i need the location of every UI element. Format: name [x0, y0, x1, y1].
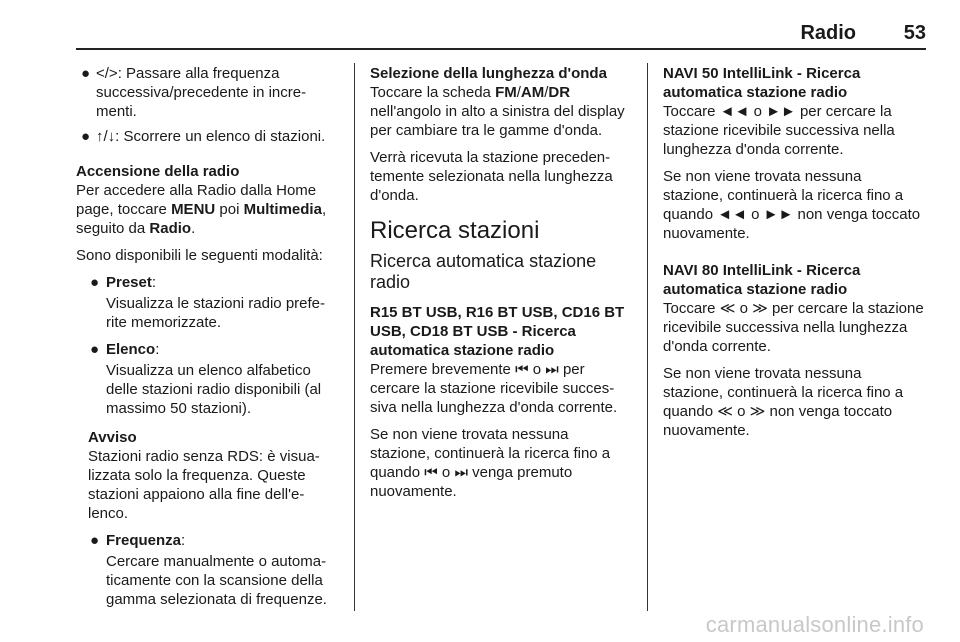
header-rule — [76, 48, 926, 50]
paragraph: Se non viene trovata nessuna stazione, continuerà la ricerca fino a quando ⏮ o ⏭ venga premuto nuovamente. — [370, 426, 611, 500]
page-number: 53 — [903, 22, 926, 44]
bullet-icon: ● — [90, 274, 100, 291]
notice-text: Stazioni radio senza RDS: è visua-lizzata solo la frequenza. Queste stazioni appaiono alla fine dell'e-lenco. — [88, 448, 320, 522]
notice-title: Avviso — [88, 429, 137, 446]
prev-next-icon: </> — [96, 65, 118, 82]
bullet-icon: ● — [81, 65, 91, 82]
chapter-heading: Ricerca stazioni — [370, 217, 540, 244]
paragraph: Verrà ricevuta la stazione preceden-temente selezionata nella lunghezza d'onda. — [370, 149, 613, 204]
list-item: ● Elenco: — [90, 341, 160, 358]
skip-back-icon: ⏮ — [424, 464, 438, 481]
skip-forward-icon: ⏭ — [545, 361, 559, 378]
list-item-description: Cercare manualmente o automa-ticamente con la scansione della gamma selezionata di frequenze. — [106, 553, 327, 608]
list-item: ● ↑/↓: Scorrere un elenco di stazioni. — [81, 128, 326, 145]
section-heading: R15 BT USB, R16 BT USB, CD16 BT USB, CD18 BT USB - Ricerca automatica stazione radio — [370, 304, 625, 359]
subsection-heading: Ricerca automatica stazione radio — [370, 251, 597, 292]
column-3 — [663, 64, 925, 448]
double-left-icon: ≪ — [719, 300, 736, 317]
column-divider-1 — [354, 63, 355, 611]
rewind-icon: ◄◄ — [717, 206, 747, 223]
up-down-arrow-icon: ↑/↓ — [96, 128, 116, 145]
paragraph: Per accedere alla Radio dalla Home page, toccare MENU poi Multimedia, seguito da Radio. — [76, 182, 327, 237]
skip-forward-icon: ⏭ — [454, 464, 468, 481]
bullet-icon: ● — [90, 532, 100, 549]
list-item: ● Frequenza: — [90, 532, 186, 549]
list-item: ● </>: Passare alla frequenza successiva/precedente in incre-menti. — [81, 65, 307, 120]
watermark: carmanualsonline.info — [705, 612, 924, 637]
rewind-icon: ◄◄ — [719, 103, 750, 120]
column-2 — [370, 64, 632, 509]
paragraph: Se non viene trovata nessuna stazione, continuerà la ricerca fino a quando ◄◄ o ►► non venga toccato nuovamente. — [663, 168, 921, 242]
double-left-icon: ≪ — [717, 403, 733, 420]
section-heading: NAVI 80 IntelliLink - Ricerca automatica stazione radio — [663, 262, 861, 298]
double-right-icon: ≫ — [749, 403, 766, 420]
paragraph: Premere brevemente ⏮ o ⏭ per cercare la stazione ricevibile succes-siva nella lunghezza d'onda corrente. — [370, 361, 618, 416]
notice-box — [76, 428, 338, 523]
paragraph: Se non viene trovata nessuna stazione, continuerà la ricerca fino a quando ≪ o ≫ non venga toccato nuovamente. — [663, 365, 904, 439]
section-heading: Accensione della radio — [76, 163, 240, 180]
section-heading: Selezione della lunghezza d'onda — [370, 65, 607, 82]
page-title: Radio — [800, 22, 856, 44]
fast-forward-icon: ►► — [766, 103, 796, 120]
double-right-icon: ≫ — [752, 300, 768, 317]
bullet-icon: ● — [81, 128, 91, 145]
column-divider-2 — [647, 63, 648, 611]
skip-back-icon: ⏮ — [515, 361, 529, 378]
paragraph: Toccare ≪ o ≫ per cercare la stazione ricevibile successiva nella lunghezza d'onda corrente. — [663, 300, 924, 355]
column-1 — [76, 64, 338, 617]
section-heading: NAVI 50 IntelliLink - Ricerca automatica stazione radio — [663, 65, 861, 101]
paragraph: Sono disponibili le seguenti modalità: — [76, 247, 323, 264]
list-item-description: Visualizza un elenco alfabetico delle stazioni radio disponibili (al massimo 50 stazioni). — [106, 362, 322, 417]
list-item-description: Visualizza le stazioni radio prefe-rite memorizzate. — [106, 295, 326, 331]
bullet-icon: ● — [90, 341, 100, 358]
page-header — [76, 14, 926, 46]
fast-forward-icon: ►► — [763, 206, 794, 223]
paragraph: Toccare la scheda FM/AM/DR nell'angolo in alto a sinistra del display per cambiare tra le gamme d'onda. — [370, 84, 625, 139]
list-item: ● Preset: — [90, 274, 157, 291]
paragraph: Toccare ◄◄ o ►► per cercare la stazione ricevibile successiva nella lunghezza d'onda corrente. — [663, 103, 895, 158]
